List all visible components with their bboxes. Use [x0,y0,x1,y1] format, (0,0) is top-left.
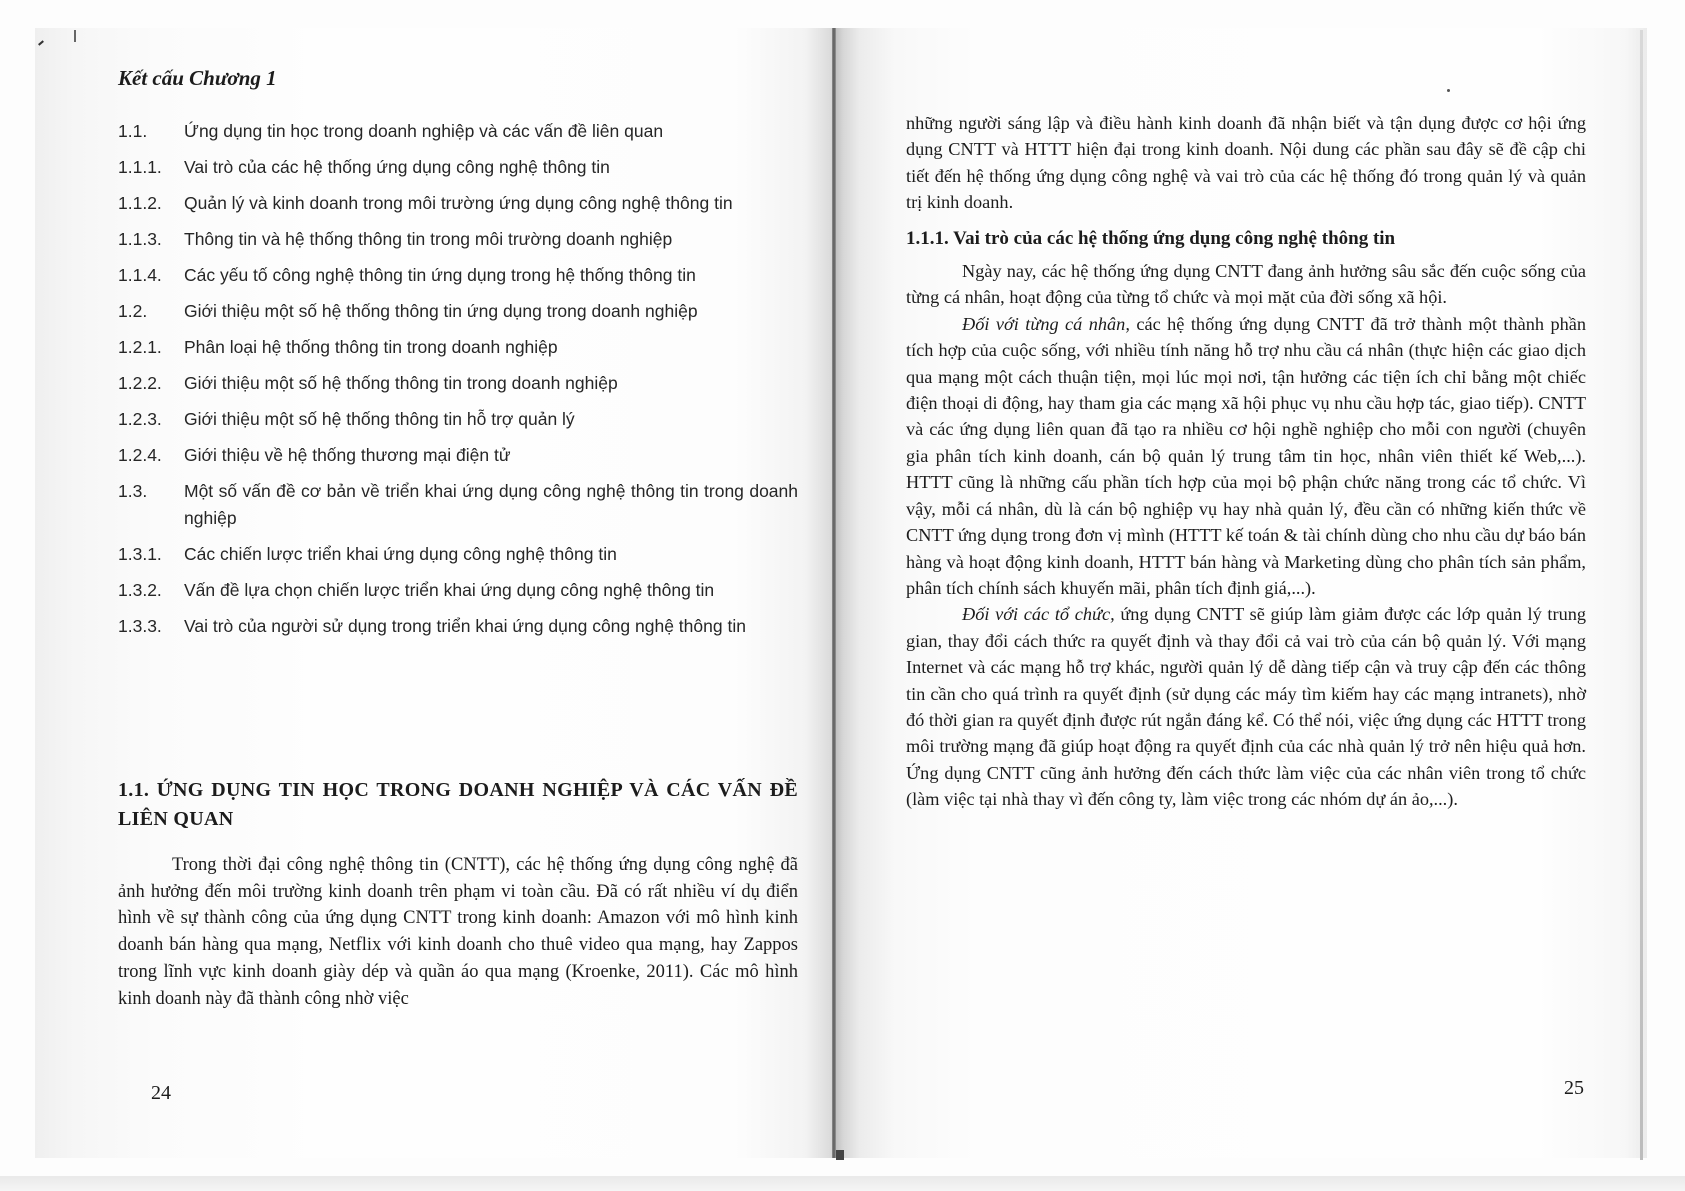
toc-number: 1.1.2. [118,193,162,213]
toc-item [118,190,798,217]
toc-text: Quản lý và kinh doanh trong môi trường ứng dụng công nghệ thông tin [184,193,733,213]
toc-item [118,577,798,604]
toc-number: 1.2.3. [118,409,162,429]
toc-text: Vai trò của người sử dụng trong triển khai ứng dụng công nghệ thông tin [184,616,746,636]
toc-item [118,334,798,361]
body-paragraph: Trong thời đại công nghệ thông tin (CNTT), các hệ thống ứng dụng công nghệ đã ảnh hưởng đến môi trường kinh doanh trên phạm vi toàn cầu. Đã có rất nhiều ví dụ điển hình về sự thành công của ứng dụng CNTT trong kinh doanh: Amazon với mô hình kinh doanh bán hàng qua mạng, Netflix với kinh doanh cho thuê video qua mạng, hay Zappos trong lĩnh vực kinh doanh giày dép và quần áo qua mạng (Kroenke, 2011). Các mô hình kinh doanh này đã thành công nhờ việc [118,855,798,1009]
scan-bottom-edge [0,1176,1685,1191]
toc-item [118,541,798,568]
body-paragraph [906,311,1586,601]
page-number: 24 [151,1082,171,1104]
page-edge-shadow [1640,30,1643,1160]
toc-number: 1.2.1. [118,337,162,357]
toc-number: 1.1. [118,121,148,141]
toc-number: 1.2. [118,301,148,321]
toc-text: Giới thiệu về hệ thống thương mại điện tử [184,445,511,465]
toc-number: 1.2.4. [118,445,162,465]
toc-number: 1.1.3. [118,229,162,249]
italic-lead: Đối với từng cá nhân, [962,313,1130,334]
body-paragraph: những người sáng lập và điều hành kinh doanh đã nhận biết và tận dụng được cơ hội ứng dụng CNTT và HTTT hiện đại trong kinh doanh. Nội dung các phần sau đây sẽ đề cập chi tiết đến hệ thống ứng dụng công nghệ và vai trò của các hệ thống đó trong quản lý và quản trị kinh doanh. [906,113,1586,213]
toc-text: Vấn đề lựa chọn chiến lược triển khai ứng dụng công nghệ thông tin [184,580,715,600]
toc-number: 1.3.3. [118,616,162,636]
toc-text: Giới thiệu một số hệ thống thông tin ứng dụng trong doanh nghiệp [184,301,698,321]
toc-title: Kết cấu Chương 1 [118,66,277,90]
section-heading: 1.1. ỨNG DỤNG TIN HỌC TRONG DOANH NGHIỆP VÀ CÁC VẤN ĐỀ LIÊN QUAN [118,779,798,830]
toc-text: Ứng dụng tin học trong doanh nghiệp và các vấn đề liên quan [184,121,664,141]
toc-item [118,154,798,181]
toc-item [118,442,798,469]
toc-text: Các chiến lược triển khai ứng dụng công nghệ thông tin [184,544,617,564]
toc-item [118,613,798,640]
paragraph-text: ứng dụng CNTT sẽ giúp làm giảm được các lớp quản lý trung gian, thay đổi cách thức ra quyết định và thay đổi cả vai trò của cán bộ quản lý. Với mạng Internet và các mạng hỗ trợ khác, người quản lý dễ dàng tiếp cận và truy cập đến các thông tin cần cho quá trình ra quyết định (sử dụng các máy tìm kiếm hay các mạng intranets), nhờ đó thời gian ra quyết định được rút ngắn đáng kể. Có thể nói, việc ứng dụng các HTTT trong môi trường mạng đã giúp hoạt động ra quyết định của các nhà quản lý trở nên hiệu quả hơn. Ứng dụng CNTT cũng ảnh hưởng đến cách thức làm việc của các nhân viên trong tổ chức (làm việc tại nhà thay vì đến công ty, làm việc trong các nhóm dự án ảo,...). [906,604,1586,810]
scan-artifact [74,30,76,42]
toc-item [118,406,798,433]
toc-text: Giới thiệu một số hệ thống thông tin trong doanh nghiệp [184,373,618,393]
toc-item [118,298,798,325]
toc-text: Một số vấn đề cơ bản về triển khai ứng dụng công nghệ thông tin trong doanh nghiệp [184,481,798,528]
italic-lead: Đối với các tổ chức, [962,604,1115,625]
scan-artifact [836,1150,844,1160]
right-page-text [906,110,1586,813]
toc-number: 1.2.2. [118,373,162,393]
toc-number: 1.3.2. [118,580,162,600]
table-of-contents [118,118,798,649]
toc-text: Thông tin và hệ thống thông tin trong môi trường doanh nghiệp [184,229,673,249]
page-number: 25 [1564,1077,1584,1099]
toc-item [118,262,798,289]
paragraph-text: các hệ thống ứng dụng CNTT đã trở thành một thành phần tích hợp của cuộc sống, với nhiều tính năng hỗ trợ nhu cầu cá nhân (thực hiện các giao dịch qua mạng một cách thuận tiện, mọi lúc mọi nơi, tận hưởng các tiện ích chỉ bằng một chiếc điện thoại di động, hay tham gia các mạng xã hội phục vụ nhu cầu hợp tác, giao tiếp). CNTT và các ứng dụng liên quan đã tạo ra nhiều cơ hội nghề nghiệp cho mỗi con người (chuyên gia phân tích kinh doanh, cán bộ quản lý trung tâm tin học, nhân viên thiết kế Web,...). HTTT cũng là những cấu phần tích hợp của mọi bộ phận chức năng trong các tổ chức. Vì vậy, mỗi cá nhân, dù là cán bộ nghiệp vụ hay nhà quản lý, đều cần có những kiến thức về CNTT ứng dụng trong đơn vị mình (HTTT kế toán & tài chính dùng cho nhu cầu dự báo bán hàng và hoạt động kinh doanh, HTTT bán hàng và Marketing dùng cho phân tích sản phẩm, phân tích chính sách khuyến mãi, phân tích định giá,...). [906,313,1587,598]
toc-number: 1.3.1. [118,544,162,564]
toc-item [118,370,798,397]
toc-text: Phân loại hệ thống thông tin trong doanh nghiệp [184,337,558,357]
book-spine [832,28,836,1158]
toc-item [118,478,798,532]
toc-number: 1.1.4. [118,265,162,285]
toc-number: 1.3. [118,481,148,501]
toc-item [118,118,798,145]
toc-text: Giới thiệu một số hệ thống thông tin hỗ trợ quản lý [184,409,575,429]
toc-text: Các yếu tố công nghệ thông tin ứng dụng trong hệ thống thông tin [184,265,696,285]
toc-item [118,226,798,253]
subsection-heading: 1.1.1. Vai trò của các hệ thống ứng dụng công nghệ thông tin [906,227,1396,249]
body-paragraph [906,601,1586,812]
toc-text: Vai trò của các hệ thống ứng dụng công nghệ thông tin [184,157,610,177]
scan-artifact [1447,89,1450,92]
toc-number: 1.1.1. [118,157,162,177]
body-paragraph: Ngày nay, các hệ thống ứng dụng CNTT đang ảnh hưởng sâu sắc đến cuộc sống của từng cá nhân, hoạt động của từng tổ chức và mọi mặt của đời sống xã hội. [906,261,1586,308]
